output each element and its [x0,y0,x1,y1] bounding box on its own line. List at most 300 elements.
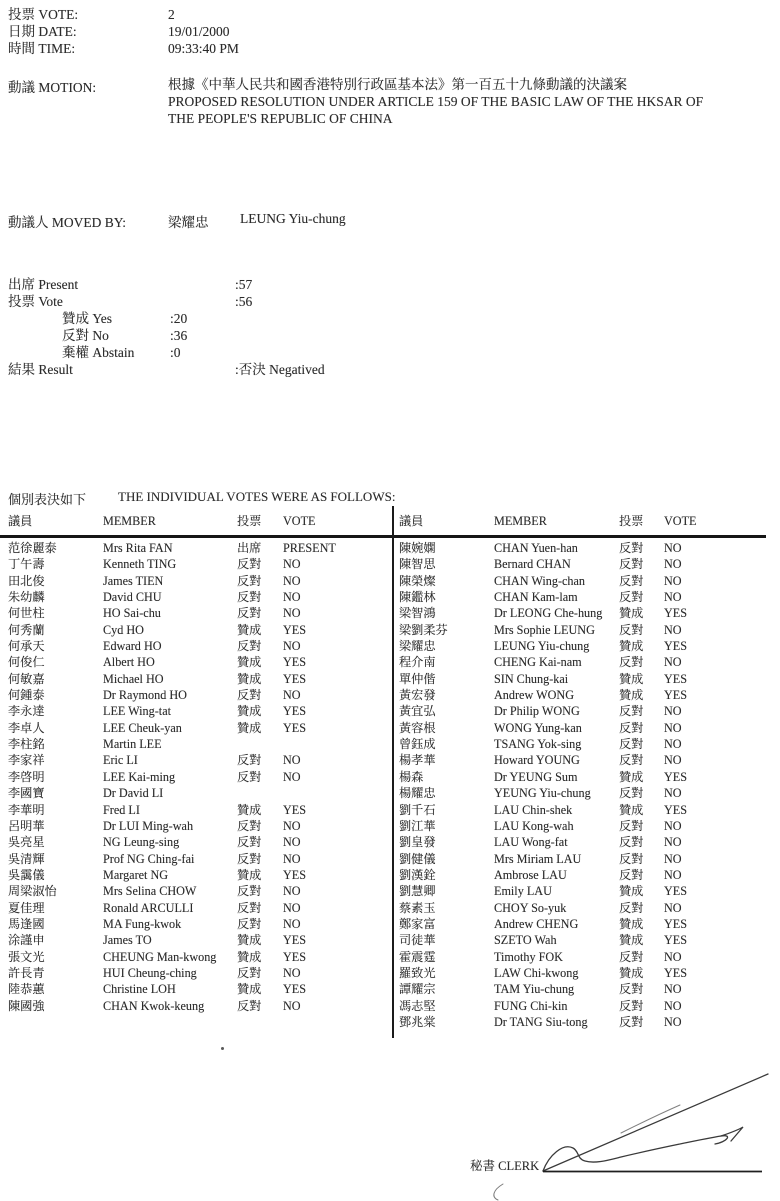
member-name-zh: 馮志堅 [399,998,436,1013]
vote-en: NO [283,769,301,784]
table-row [8,687,392,703]
member-name-en: Andrew WONG [494,688,574,703]
member-name-zh: 羅致光 [399,965,436,980]
yes-line [62,310,188,327]
vote-zh: 反對 [619,786,644,801]
table-row [399,965,769,981]
time-value: 09:33:40 PM [168,41,239,56]
date-value: 19/01/2000 [168,24,230,39]
table-row [399,867,769,883]
table-row [8,834,392,850]
table-row [399,638,769,654]
member-name-zh: 張文光 [8,949,45,964]
member-name-en: Margaret NG [103,867,169,882]
member-name-zh: 何俊仁 [8,655,45,670]
table-row [399,589,769,605]
vote-en: NO [664,655,682,670]
member-name-en: LAU Wong-fat [494,835,568,850]
vote-en: YES [283,655,307,670]
vote-zh: 反對 [237,590,262,605]
member-name-en: LAU Chin-shek [494,802,573,817]
col-header-vote-en: VOTE [664,514,697,528]
vote-zh: 贊成 [619,916,644,931]
table-row [399,736,769,752]
votes-table-left [8,513,392,1014]
col-header-member-en: MEMBER [494,514,547,528]
vote-zh: 贊成 [619,606,644,621]
member-name-en: LEE Cheuk-yan [103,720,182,735]
member-name-en: Mrs Rita FAN [103,541,173,555]
table-row [399,556,769,572]
table-row [8,720,392,736]
vote-en: YES [283,933,307,948]
vote-en: NO [283,998,301,1013]
member-name-zh: 曾鈺成 [399,737,436,752]
col-header-vote-zh: 投票 [237,514,262,528]
member-name-zh: 劉慧卿 [399,884,436,899]
vote-zh: 反對 [619,851,644,866]
vote-en: NO [283,965,301,980]
member-name-zh: 梁智鴻 [399,606,436,621]
vote-en: NO [664,786,682,801]
member-name-zh: 陳婉嫻 [399,541,436,555]
table-row [399,1014,769,1030]
member-name-zh: 何秀蘭 [8,622,45,637]
vote-zh: 反對 [619,835,644,850]
table-row [8,736,392,752]
member-name-en: Andrew CHENG [494,916,579,931]
vote-en: NO [283,851,301,866]
vote-en: YES [283,720,307,735]
member-name-zh: 吳清輝 [8,851,45,866]
vote-zh: 反對 [619,867,644,882]
member-name-zh: 譚耀宗 [399,982,436,997]
member-name-zh: 劉健儀 [399,851,436,866]
vote-zh: 贊成 [237,655,262,670]
table-column-divider [392,506,394,1038]
vote-zh: 贊成 [237,622,262,637]
vote-en: NO [283,606,301,621]
member-name-zh: 李華明 [8,802,45,817]
vote-en: NO [283,818,301,833]
table-row [8,589,392,605]
table-row [8,703,392,719]
member-name-zh: 鄧兆棠 [399,1014,436,1029]
member-name-en: TSANG Yok-sing [494,737,582,752]
vote-en: YES [664,688,688,703]
member-name-en: Emily LAU [494,884,552,899]
col-header-member-zh: 議員 [399,514,424,528]
vote-zh: 反對 [619,573,644,588]
date-line [8,23,230,40]
member-name-zh: 陳國強 [8,998,45,1013]
moved-by-name-zh: 梁耀忠 [168,215,209,230]
vote-en: NO [664,998,682,1013]
member-name-en: LAW Chi-kwong [494,965,579,980]
member-name-en: Cyd HO [103,622,144,637]
member-name-en: HUI Cheung-ching [103,965,197,980]
member-name-zh: 李柱銘 [8,737,45,752]
member-name-zh: 何鍾泰 [8,688,45,703]
member-name-en: Mrs Selina CHOW [103,884,197,899]
vote-zh: 贊成 [619,769,644,784]
vote-en: PRESENT [283,541,336,555]
member-name-zh: 黃宜弘 [399,704,436,719]
table-row [8,540,392,556]
member-name-en: LEUNG Yiu-chung [494,639,590,654]
individual-votes-title [8,489,396,508]
table-row [399,605,769,621]
table-row [8,622,392,638]
moved-by-line [8,211,346,231]
present-line [8,276,253,293]
vote-zh: 贊成 [237,949,262,964]
vote-en: YES [283,802,307,817]
vote-zh: 反對 [619,622,644,637]
member-name-en: Eric LI [103,753,138,768]
vote-zh: 反對 [619,982,644,997]
vote-en: NO [664,737,682,752]
vote-zh: 反對 [237,606,262,621]
member-name-en: CHEUNG Man-kwong [103,949,217,964]
vote-number-value: 2 [168,7,175,22]
result-value: :否決 Negatived [235,362,325,377]
table-row [399,818,769,834]
table-row [399,834,769,850]
member-name-zh: 劉江華 [399,818,436,833]
vote-zh: 反對 [619,590,644,605]
vote-zh: 反對 [619,655,644,670]
member-name-en: YEUNG Yiu-chung [494,786,591,801]
table-row [399,900,769,916]
vote-zh: 反對 [237,900,262,915]
vote-en: NO [283,753,301,768]
member-name-zh: 陳智思 [399,557,436,572]
member-name-en: Ronald ARCULLI [103,900,194,915]
vote-zh: 反對 [619,949,644,964]
vote-en: YES [664,884,688,899]
table-row [399,785,769,801]
vote-en: NO [664,557,682,572]
table-row [399,998,769,1014]
table-row [399,671,769,687]
table-row [8,932,392,948]
vote-zh: 贊成 [237,720,262,735]
vote-en: YES [664,639,688,654]
member-name-zh: 涂謹申 [8,933,45,948]
member-name-zh: 范徐麗泰 [8,541,57,555]
vote-en: YES [664,933,688,948]
table-row [8,638,392,654]
motion-text [168,76,768,127]
moved-by-name-en: LEUNG Yiu-chung [240,211,346,226]
member-name-en: SIN Chung-kai [494,671,569,686]
vote-zh: 贊成 [237,671,262,686]
member-name-en: Prof NG Ching-fai [103,851,195,866]
table-row [399,981,769,997]
vote-zh: 反對 [237,818,262,833]
vote-number-line [8,6,175,23]
member-name-en: Ambrose LAU [494,867,567,882]
member-name-zh: 劉漢銓 [399,867,436,882]
table-row [8,573,392,589]
member-name-zh: 黃容根 [399,720,436,735]
member-name-zh: 劉皇發 [399,835,436,850]
member-name-zh: 楊耀忠 [399,786,436,801]
member-name-en: LEE Kai-ming [103,769,176,784]
member-name-zh: 陳榮燦 [399,573,436,588]
table-row [8,671,392,687]
member-name-zh: 李卓人 [8,720,45,735]
motion-label: 動議 MOTION: [8,80,97,95]
member-name-en: WONG Yung-kan [494,720,582,735]
present-label: 出席 Present [8,277,79,292]
member-name-zh: 馬逢國 [8,916,45,931]
member-name-zh: 楊森 [399,769,424,784]
vote-zh: 贊成 [619,671,644,686]
table-row [8,965,392,981]
vote-total-value: :56 [235,294,253,309]
table-row [8,802,392,818]
vote-zh: 反對 [619,1014,644,1029]
table-row [399,540,769,556]
vote-en: YES [664,606,688,621]
table-row [399,752,769,768]
member-name-en: Dr Philip WONG [494,704,580,719]
member-name-en: NG Leung-sing [103,835,180,850]
abstain-value: :0 [170,345,181,360]
table-rows-right [399,540,769,1030]
date-label: 日期 DATE: [8,24,77,39]
vote-zh: 贊成 [619,965,644,980]
vote-zh: 反對 [237,573,262,588]
vote-zh: 贊成 [619,639,644,654]
yes-label: 贊成 Yes [62,311,113,326]
vote-en: NO [283,900,301,915]
vote-zh: 贊成 [237,867,262,882]
vote-number-label: 投票 VOTE: [8,7,79,22]
table-row [399,802,769,818]
member-name-en: Howard YOUNG [494,753,580,768]
motion-text-en-line1: PROPOSED RESOLUTION UNDER ARTICLE 159 OF THE BASIC LAW OF THE HKSAR OF [168,94,704,109]
votes-table-right [399,513,769,1030]
vote-en: NO [664,573,682,588]
table-row [399,851,769,867]
member-name-en: Mrs Miriam LAU [494,851,582,866]
vote-en: NO [664,753,682,768]
vote-en: NO [664,867,682,882]
table-row [8,818,392,834]
member-name-zh: 陸恭蕙 [8,982,45,997]
vote-zh: 反對 [237,769,262,784]
vote-en: YES [664,802,688,817]
member-name-en: CHAN Yuen-han [494,541,578,555]
vote-zh: 贊成 [619,802,644,817]
vote-zh: 出席 [237,541,262,555]
table-row [8,556,392,572]
member-name-en: Dr LEONG Che-hung [494,606,603,621]
vote-en: NO [283,884,301,899]
member-name-zh: 黃宏發 [399,688,436,703]
member-name-en: CHAN Wing-chan [494,573,586,588]
member-name-zh: 陳鑑林 [399,590,436,605]
vote-zh: 反對 [237,557,262,572]
table-header-rule [0,535,766,538]
table-row [8,883,392,899]
member-name-zh: 李國寶 [8,786,45,801]
vote-total-label: 投票 Vote [8,294,63,309]
member-name-zh: 吳亮星 [8,835,45,850]
time-line [8,40,239,57]
vote-zh: 反對 [237,916,262,931]
member-name-zh: 霍震霆 [399,949,436,964]
member-name-zh: 許長青 [8,965,45,980]
vote-zh: 反對 [619,541,644,555]
vote-zh [237,785,283,801]
vote-en: NO [283,916,301,931]
vote-en: YES [283,982,307,997]
no-label: 反對 No [62,328,109,343]
vote-en: NO [283,639,301,654]
vote-zh: 反對 [237,688,262,703]
vote-zh: 反對 [237,753,262,768]
member-name-en: SZETO Wah [494,933,557,948]
table-row [399,916,769,932]
member-name-zh: 蔡素玉 [399,900,436,915]
vote-en: NO [664,590,682,605]
table-row [8,851,392,867]
vote-en: YES [283,622,307,637]
vote-en: NO [664,1014,682,1029]
vote-en: NO [664,622,682,637]
table-row [399,932,769,948]
vote-zh: 反對 [237,851,262,866]
vote-en: NO [664,835,682,850]
vote-zh: 贊成 [237,802,262,817]
table-row [8,769,392,785]
vote-zh: 贊成 [619,688,644,703]
member-name-zh: 何世柱 [8,606,45,621]
member-name-en: James TIEN [103,573,164,588]
col-header-member-en: MEMBER [103,514,156,528]
member-name-zh: 丁午壽 [8,557,45,572]
member-name-en: TAM Yiu-chung [494,982,575,997]
member-name-zh: 李永達 [8,704,45,719]
vote-en [283,736,392,752]
member-name-en: James TO [103,933,152,948]
member-name-en: HO Sai-chu [103,606,161,621]
vote-zh: 反對 [619,998,644,1013]
vote-zh [237,736,283,752]
table-row [399,622,769,638]
vote-zh: 贊成 [237,704,262,719]
result-label: 結果 Result [8,362,73,377]
vote-zh: 反對 [619,737,644,752]
member-name-zh: 司徒華 [399,933,436,948]
member-name-en: Christine LOH [103,982,176,997]
scan-artifact-dot [221,1047,224,1050]
vote-en: NO [664,982,682,997]
member-name-zh: 梁耀忠 [399,639,436,654]
clerk-label: 秘書 CLERK [470,1159,540,1173]
table-row [399,720,769,736]
vote-zh: 贊成 [237,933,262,948]
table-header-row [399,513,769,530]
member-name-en: CHOY So-yuk [494,900,567,915]
vote-en: NO [664,818,682,833]
vote-zh: 反對 [619,900,644,915]
table-row [8,752,392,768]
table-row [399,769,769,785]
member-name-en: Dr TANG Siu-tong [494,1014,588,1029]
present-value: :57 [235,277,253,292]
yes-value: :20 [170,311,188,326]
vote-en: NO [664,900,682,915]
vote-zh: 贊成 [619,933,644,948]
member-name-zh: 鄭家富 [399,916,436,931]
member-name-en: CHAN Kwok-keung [103,998,205,1013]
moved-by-label: 動議人 MOVED BY: [8,215,127,230]
vote-en: YES [283,867,307,882]
table-row [8,900,392,916]
member-name-en: David CHU [103,590,162,605]
vote-en: NO [664,949,682,964]
vote-en: YES [283,704,307,719]
table-row [8,605,392,621]
vote-en: YES [664,671,688,686]
vote-en: NO [664,851,682,866]
table-row [8,998,392,1014]
member-name-en: Timothy FOK [494,949,563,964]
vote-en: YES [283,671,307,686]
col-header-vote-zh: 投票 [619,514,644,528]
vote-en: YES [664,769,688,784]
table-row [399,573,769,589]
no-line [62,327,188,344]
vote-zh: 反對 [237,835,262,850]
member-name-zh: 朱幼麟 [8,590,45,605]
member-name-en: LEE Wing-tat [103,704,171,719]
member-name-zh: 何敏嘉 [8,671,45,686]
member-name-zh: 周梁淑怡 [8,884,57,899]
vote-zh: 反對 [619,818,644,833]
vote-zh: 贊成 [619,884,644,899]
member-name-en: LAU Kong-wah [494,818,574,833]
member-name-en: Fred LI [103,802,140,817]
vote-zh: 反對 [237,639,262,654]
table-row [399,949,769,965]
member-name-en: Dr LUI Ming-wah [103,818,194,833]
table-row [399,654,769,670]
vote-total-line [8,293,253,310]
vote-zh: 反對 [619,720,644,735]
vote-en: NO [283,835,301,850]
member-name-zh: 夏佳理 [8,900,45,915]
vote-en: NO [283,573,301,588]
motion-text-zh: 根據《中華人民共和國香港特別行政區基本法》第一百五十九條動議的決議案 [168,77,627,92]
member-name-en: Martin LEE [103,737,162,752]
table-rows-left [8,540,392,1014]
member-name-en: Bernard CHAN [494,557,571,572]
table-row [8,981,392,997]
col-header-vote-en: VOTE [283,514,316,528]
table-header-row [8,513,392,530]
time-label: 時間 TIME: [8,41,76,56]
member-name-zh: 吳靄儀 [8,867,45,882]
vote-zh: 贊成 [237,982,262,997]
member-name-en: Michael HO [103,671,164,686]
member-name-en: Dr David LI [103,786,164,801]
